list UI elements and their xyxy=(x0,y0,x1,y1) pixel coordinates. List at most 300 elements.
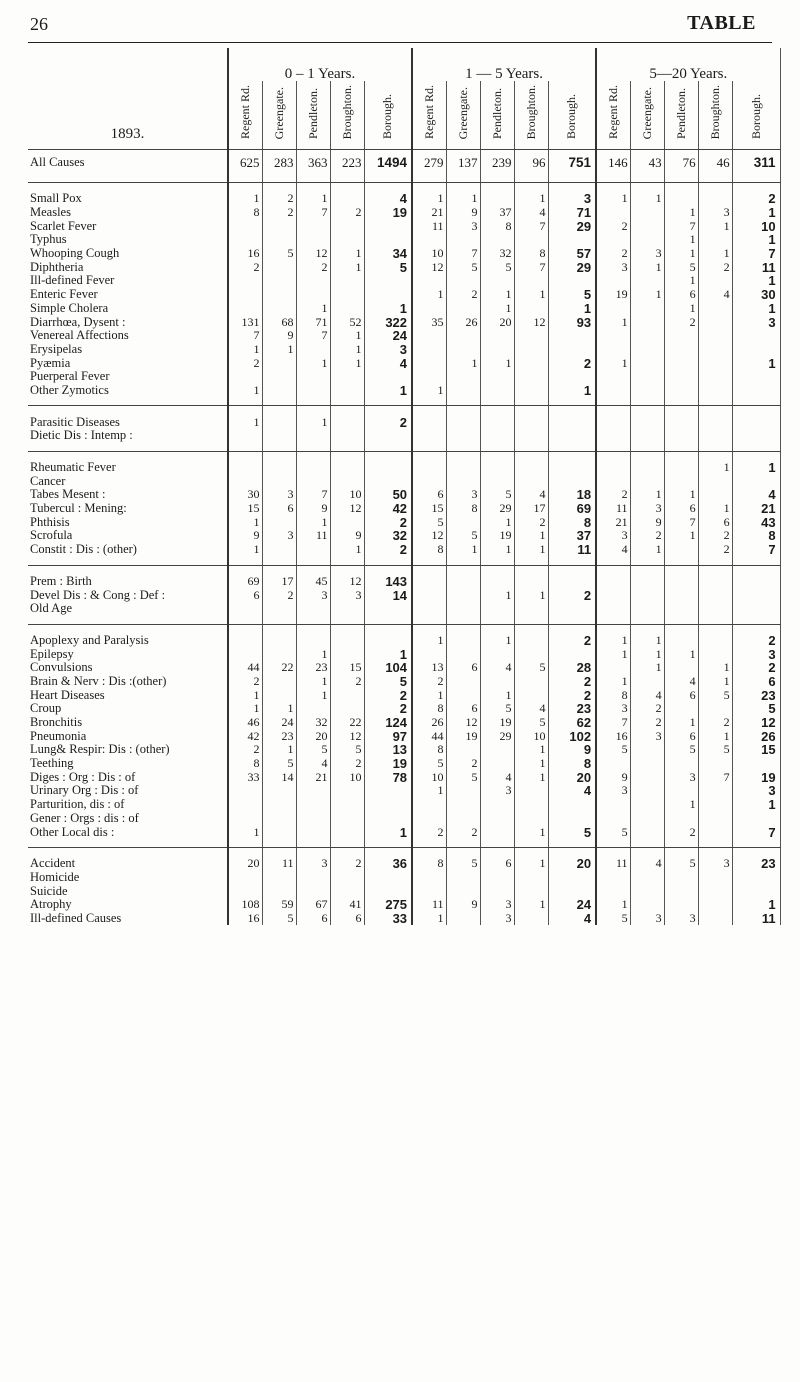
table-cell: 279 xyxy=(412,150,446,175)
table-cell: 5 xyxy=(514,716,548,730)
table-row xyxy=(28,770,780,784)
table-cell xyxy=(514,575,548,589)
table-cell xyxy=(630,206,664,220)
table-cell xyxy=(412,871,446,885)
year-heading: 1893. xyxy=(28,48,228,141)
column-header-label: Borough. xyxy=(564,94,579,139)
borough-total-cell xyxy=(732,602,780,616)
table-cell xyxy=(296,602,330,616)
table-cell: 15 xyxy=(228,502,262,516)
table-row xyxy=(28,288,780,302)
table-cell xyxy=(514,798,548,812)
column-header-label: Broughton. xyxy=(707,84,722,139)
table-cell xyxy=(228,798,262,812)
table-cell: 625 xyxy=(228,150,262,175)
table-cell: 3 xyxy=(630,912,664,926)
table-cell: 22 xyxy=(330,716,364,730)
table-cell: 137 xyxy=(446,150,480,175)
borough-total-cell: 2 xyxy=(548,356,596,370)
table-cell: 46 xyxy=(698,150,732,175)
table-cell: 1 xyxy=(412,634,446,648)
borough-total-cell: 28 xyxy=(548,661,596,675)
borough-total-cell: 23 xyxy=(732,688,780,702)
table-cell: 15 xyxy=(412,502,446,516)
table-cell: 5 xyxy=(446,260,480,274)
borough-total-cell: 143 xyxy=(364,575,412,589)
table-cell: 4 xyxy=(630,857,664,871)
borough-total-cell: 104 xyxy=(364,661,412,675)
table-cell: 1 xyxy=(698,502,732,516)
table-cell: 1 xyxy=(514,543,548,557)
table-cell: 2 xyxy=(296,260,330,274)
table-cell: 16 xyxy=(596,729,630,743)
table-cell xyxy=(596,461,630,475)
table-cell xyxy=(698,415,732,429)
table-cell xyxy=(698,488,732,502)
borough-total-cell: 2 xyxy=(548,688,596,702)
row-label: Small Pox xyxy=(28,192,228,206)
borough-total-cell: 4 xyxy=(548,784,596,798)
table-row xyxy=(28,661,780,675)
table-cell xyxy=(514,634,548,648)
table-cell: 146 xyxy=(596,150,630,175)
row-label: Ill-defined Fever xyxy=(28,274,228,288)
table-cell xyxy=(480,871,514,885)
table-cell xyxy=(630,415,664,429)
borough-total-cell: 1 xyxy=(364,384,412,398)
table-cell xyxy=(262,415,296,429)
table-cell: 46 xyxy=(228,716,262,730)
table-cell: 6 xyxy=(446,661,480,675)
table-cell xyxy=(228,634,262,648)
table-cell: 1 xyxy=(630,288,664,302)
borough-total-cell: 1 xyxy=(364,302,412,316)
table-cell: 1 xyxy=(296,302,330,316)
table-cell: 1 xyxy=(514,529,548,543)
table-cell xyxy=(630,429,664,443)
borough-total-cell: 7 xyxy=(732,247,780,261)
table-cell xyxy=(630,784,664,798)
table-cell xyxy=(480,602,514,616)
table-cell xyxy=(296,274,330,288)
borough-total-cell: 43 xyxy=(732,515,780,529)
table-cell xyxy=(596,370,630,384)
table-cell xyxy=(446,912,480,926)
table-cell xyxy=(330,825,364,839)
table-cell: 1 xyxy=(596,675,630,689)
table-cell xyxy=(412,302,446,316)
table-cell: 1 xyxy=(296,356,330,370)
table-cell xyxy=(514,274,548,288)
table-cell: 239 xyxy=(480,150,514,175)
table-cell xyxy=(446,588,480,602)
table-cell xyxy=(630,370,664,384)
table-cell: 1 xyxy=(514,825,548,839)
table-cell: 12 xyxy=(412,529,446,543)
table-cell: 3 xyxy=(630,502,664,516)
table-row xyxy=(28,302,780,316)
table-cell: 1 xyxy=(596,647,630,661)
row-label: Cancer xyxy=(28,474,228,488)
table-cell: 2 xyxy=(698,529,732,543)
borough-total-cell: 2 xyxy=(548,675,596,689)
table-cell: 223 xyxy=(330,150,364,175)
table-cell xyxy=(412,343,446,357)
borough-total-cell xyxy=(364,370,412,384)
table-cell: 10 xyxy=(412,247,446,261)
table-row xyxy=(28,343,780,357)
table-cell xyxy=(330,647,364,661)
table-cell: 3 xyxy=(480,898,514,912)
table-cell: 1 xyxy=(514,743,548,757)
table-cell xyxy=(630,329,664,343)
table-cell: 35 xyxy=(412,315,446,329)
table-cell: 1 xyxy=(698,661,732,675)
borough-total-cell: 33 xyxy=(364,912,412,926)
table-cell: 5 xyxy=(446,529,480,543)
column-header-label: Greengate. xyxy=(639,86,654,139)
table-cell: 5 xyxy=(664,857,698,871)
row-label: Lung& Respir: Dis : (other) xyxy=(28,743,228,757)
table-cell xyxy=(664,461,698,475)
table-cell xyxy=(596,233,630,247)
borough-total-cell: 4 xyxy=(364,192,412,206)
table-cell xyxy=(514,884,548,898)
table-cell xyxy=(630,757,664,771)
table-cell: 1 xyxy=(514,757,548,771)
table-cell: 1 xyxy=(330,260,364,274)
table-cell: 1 xyxy=(664,529,698,543)
table-row xyxy=(28,743,780,757)
table-cell: 5 xyxy=(262,912,296,926)
table-cell xyxy=(698,588,732,602)
table-cell: 1 xyxy=(480,688,514,702)
borough-total-cell xyxy=(548,274,596,288)
table-cell: 19 xyxy=(480,716,514,730)
borough-total-cell xyxy=(548,370,596,384)
table-cell xyxy=(296,370,330,384)
table-cell xyxy=(514,415,548,429)
table-cell xyxy=(514,329,548,343)
table-row xyxy=(28,219,780,233)
table-cell xyxy=(262,675,296,689)
table-cell: 1 xyxy=(698,729,732,743)
borough-total-cell xyxy=(732,871,780,885)
table-cell: 3 xyxy=(480,912,514,926)
column-header-label: Regent Rd. xyxy=(237,85,252,139)
table-cell: 11 xyxy=(596,857,630,871)
table-cell: 1 xyxy=(228,415,262,429)
table-cell xyxy=(698,356,732,370)
borough-total-cell xyxy=(548,329,596,343)
borough-total-cell xyxy=(732,343,780,357)
table-cell xyxy=(514,233,548,247)
table-cell xyxy=(514,675,548,689)
table-cell: 2 xyxy=(664,315,698,329)
column-header-label: Borough. xyxy=(380,94,395,139)
table-cell xyxy=(228,602,262,616)
table-row xyxy=(28,260,780,274)
table-cell xyxy=(262,260,296,274)
table-cell xyxy=(262,812,296,826)
table-cell xyxy=(514,912,548,926)
row-label: Teething xyxy=(28,757,228,771)
table-row xyxy=(28,515,780,529)
table-cell: 1 xyxy=(596,315,630,329)
table-cell xyxy=(262,884,296,898)
table-cell xyxy=(262,302,296,316)
table-cell xyxy=(330,233,364,247)
row-label: Enteric Fever xyxy=(28,288,228,302)
table-cell: 52 xyxy=(330,315,364,329)
table-cell: 1 xyxy=(664,647,698,661)
row-label: Epilepsy xyxy=(28,647,228,661)
table-cell xyxy=(514,647,548,661)
row-label: Old Age xyxy=(28,602,228,616)
borough-total-cell xyxy=(548,429,596,443)
table-cell: 4 xyxy=(664,675,698,689)
table-cell: 2 xyxy=(596,247,630,261)
table-cell: 6 xyxy=(296,912,330,926)
table-cell xyxy=(262,602,296,616)
table-cell xyxy=(698,370,732,384)
table-cell: 1 xyxy=(446,543,480,557)
table-cell xyxy=(412,415,446,429)
table-cell: 363 xyxy=(296,150,330,175)
borough-total-cell xyxy=(364,233,412,247)
row-label: Urinary Org : Dis : of xyxy=(28,784,228,798)
table-cell: 3 xyxy=(330,588,364,602)
table-cell xyxy=(664,602,698,616)
table-cell xyxy=(330,871,364,885)
table-cell xyxy=(296,543,330,557)
table-cell xyxy=(480,825,514,839)
row-label: Other Local dis : xyxy=(28,825,228,839)
table-cell: 37 xyxy=(480,206,514,220)
borough-total-cell: 1 xyxy=(732,461,780,475)
table-cell: 2 xyxy=(630,529,664,543)
table-cell: 2 xyxy=(698,260,732,274)
table-cell: 108 xyxy=(228,898,262,912)
column-header xyxy=(296,81,330,141)
table-cell xyxy=(664,898,698,912)
table-cell: 2 xyxy=(412,825,446,839)
table-cell xyxy=(664,343,698,357)
borough-total-cell: 29 xyxy=(548,260,596,274)
borough-total-cell: 12 xyxy=(732,716,780,730)
row-label: Devel Dis : & Cong : Def : xyxy=(28,588,228,602)
table-cell: 8 xyxy=(412,857,446,871)
table-cell: 11 xyxy=(412,898,446,912)
table-row xyxy=(28,798,780,812)
borough-total-cell xyxy=(732,384,780,398)
table-cell xyxy=(698,274,732,288)
table-cell xyxy=(630,588,664,602)
table-cell xyxy=(296,461,330,475)
table-cell xyxy=(412,588,446,602)
table-cell xyxy=(630,474,664,488)
table-cell: 17 xyxy=(514,502,548,516)
table-cell xyxy=(514,343,548,357)
row-label: Diphtheria xyxy=(28,260,228,274)
column-header xyxy=(630,81,664,141)
table-cell: 1 xyxy=(664,247,698,261)
borough-total-cell: 11 xyxy=(732,260,780,274)
table-cell: 7 xyxy=(296,488,330,502)
table-cell xyxy=(664,543,698,557)
table-cell: 5 xyxy=(412,757,446,771)
table-cell xyxy=(630,770,664,784)
table-cell: 2 xyxy=(330,857,364,871)
table-cell: 2 xyxy=(446,288,480,302)
table-cell xyxy=(596,602,630,616)
table-row xyxy=(28,884,780,898)
table-cell xyxy=(296,384,330,398)
table-cell: 2 xyxy=(228,743,262,757)
table-cell: 8 xyxy=(412,702,446,716)
table-cell xyxy=(630,343,664,357)
table-cell: 8 xyxy=(412,743,446,757)
table-cell: 7 xyxy=(664,515,698,529)
table-cell: 1 xyxy=(480,515,514,529)
table-cell xyxy=(698,302,732,316)
borough-total-cell: 34 xyxy=(364,247,412,261)
borough-total-cell: 69 xyxy=(548,502,596,516)
table-cell: 67 xyxy=(296,898,330,912)
table-cell xyxy=(480,274,514,288)
table-cell: 2 xyxy=(446,757,480,771)
column-header-label: Greengate. xyxy=(271,86,286,139)
column-header xyxy=(664,81,698,141)
table-cell: 1 xyxy=(228,343,262,357)
column-header-label: Pendleton. xyxy=(673,88,688,139)
table-cell: 7 xyxy=(596,716,630,730)
table-cell: 26 xyxy=(446,315,480,329)
table-cell xyxy=(296,812,330,826)
table-cell xyxy=(514,688,548,702)
table-cell xyxy=(228,812,262,826)
table-cell: 1 xyxy=(228,825,262,839)
borough-total-cell: 1 xyxy=(732,356,780,370)
table-cell: 5 xyxy=(480,702,514,716)
table-cell xyxy=(698,384,732,398)
table-cell xyxy=(446,884,480,898)
table-cell: 7 xyxy=(446,247,480,261)
table-row xyxy=(28,474,780,488)
table-row xyxy=(28,688,780,702)
table-cell: 20 xyxy=(480,315,514,329)
table-cell: 20 xyxy=(228,857,262,871)
borough-total-cell xyxy=(548,233,596,247)
table-cell: 5 xyxy=(262,247,296,261)
table-cell: 1 xyxy=(630,661,664,675)
borough-total-cell: 10 xyxy=(732,219,780,233)
table-cell: 1 xyxy=(664,488,698,502)
table-cell: 7 xyxy=(664,219,698,233)
table-cell: 23 xyxy=(296,661,330,675)
table-cell: 42 xyxy=(228,729,262,743)
table-cell: 1 xyxy=(228,702,262,716)
borough-total-cell: 5 xyxy=(364,260,412,274)
table-cell: 23 xyxy=(262,729,296,743)
row-label: Gener : Orgs : dis : of xyxy=(28,812,228,826)
borough-total-cell: 2 xyxy=(548,634,596,648)
table-cell: 29 xyxy=(480,502,514,516)
table-cell xyxy=(228,233,262,247)
table-cell: 6 xyxy=(664,502,698,516)
table-cell: 2 xyxy=(412,675,446,689)
table-cell xyxy=(296,343,330,357)
borough-total-cell xyxy=(548,474,596,488)
row-label: Typhus xyxy=(28,233,228,247)
table-cell xyxy=(412,884,446,898)
borough-total-cell xyxy=(732,588,780,602)
table-cell: 1 xyxy=(630,488,664,502)
borough-total-cell: 1 xyxy=(364,647,412,661)
table-cell xyxy=(480,343,514,357)
table-cell xyxy=(596,329,630,343)
table-cell: 2 xyxy=(596,219,630,233)
table-cell: 8 xyxy=(228,757,262,771)
table-cell xyxy=(480,675,514,689)
table-cell xyxy=(664,784,698,798)
table-cell: 1 xyxy=(228,543,262,557)
borough-total-cell: 3 xyxy=(364,343,412,357)
table-cell xyxy=(596,384,630,398)
table-cell xyxy=(446,429,480,443)
table-cell xyxy=(330,602,364,616)
table-cell: 4 xyxy=(698,288,732,302)
table-cell: 1 xyxy=(228,688,262,702)
table-cell: 12 xyxy=(446,716,480,730)
borough-total-cell: 19 xyxy=(364,757,412,771)
table-cell: 22 xyxy=(262,661,296,675)
borough-total-cell xyxy=(548,461,596,475)
borough-total-cell: 4 xyxy=(732,488,780,502)
table-cell xyxy=(664,812,698,826)
table-cell xyxy=(698,474,732,488)
table-cell xyxy=(480,647,514,661)
table-cell: 4 xyxy=(630,688,664,702)
table-cell: 3 xyxy=(262,488,296,502)
borough-total-cell: 3 xyxy=(732,647,780,661)
borough-total-cell xyxy=(364,812,412,826)
table-cell xyxy=(596,429,630,443)
table-cell xyxy=(514,461,548,475)
table-cell: 9 xyxy=(630,515,664,529)
table-cell: 2 xyxy=(514,515,548,529)
table-cell xyxy=(480,474,514,488)
table-cell: 10 xyxy=(514,729,548,743)
table-cell xyxy=(698,647,732,661)
table-cell xyxy=(330,812,364,826)
table-cell: 9 xyxy=(330,529,364,543)
table-cell: 8 xyxy=(228,206,262,220)
table-cell: 16 xyxy=(228,247,262,261)
table-cell xyxy=(596,757,630,771)
table-cell xyxy=(596,206,630,220)
borough-total-cell: 8 xyxy=(732,529,780,543)
row-label: Atrophy xyxy=(28,898,228,912)
table-cell: 1 xyxy=(698,219,732,233)
table-row xyxy=(28,898,780,912)
table-cell xyxy=(596,302,630,316)
table-cell xyxy=(630,812,664,826)
table-cell: 9 xyxy=(228,529,262,543)
table-cell: 6 xyxy=(262,502,296,516)
table-cell: 1 xyxy=(480,356,514,370)
table-cell: 1 xyxy=(412,192,446,206)
